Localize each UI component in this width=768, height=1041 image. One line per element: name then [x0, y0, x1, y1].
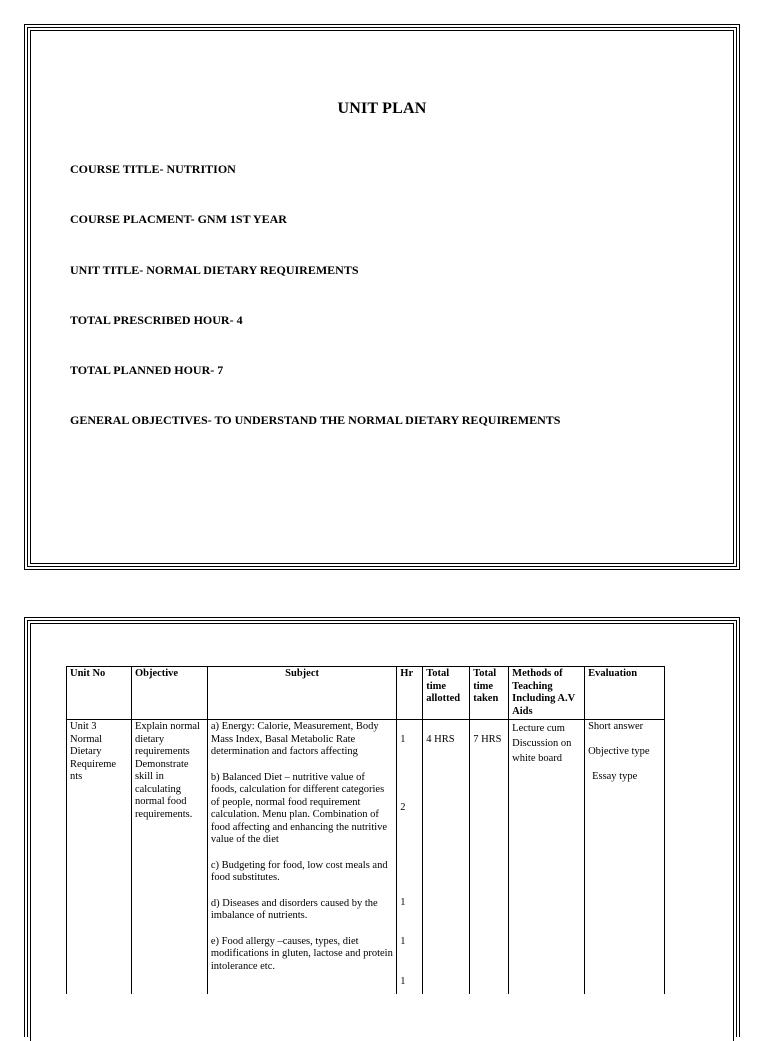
- table-row: [67, 720, 665, 995]
- subject-item: b) Balanced Diet – nutritive value of foods, calculation for different categories of people, normal food requirement calculation. Menu plan. Combination of food affecting and enhancing the nutritive value of the diet: [210, 771, 388, 845]
- header-evaluation: Evaluation: [585, 667, 665, 720]
- course-title: COURSE TITLE- NUTRITION: [70, 162, 236, 176]
- subject-item: e) Food allergy –causes, types, diet modifications in gluten, lactose and protein intolerance etc.: [210, 935, 393, 972]
- prescribed-hour: TOTAL PRESCRIBED HOUR- 4: [70, 313, 243, 327]
- table-frame: [24, 617, 740, 1037]
- methods-cell: Lecture cum Discussion on white board: [509, 720, 585, 995]
- unit-title: UNIT TITLE- NORMAL DIETARY REQUIREMENTS: [70, 263, 359, 277]
- evaluation-cell: [585, 720, 665, 995]
- cover-frame: [24, 24, 740, 570]
- general-objectives: GENERAL OBJECTIVES- TO UNDERSTAND THE NORMAL DIETARY REQUIREMENTS: [70, 413, 561, 427]
- objective-cell: Explain normal dietary requirements Demonstrate skill in calculating normal food requirements.: [131, 720, 207, 995]
- subject-item: c) Budgeting for food, low cost meals and food substitutes.: [210, 859, 388, 883]
- evaluation-item: Objective type: [588, 745, 650, 757]
- total-allotted-value: 4 HRS: [426, 734, 455, 745]
- subject-item: d) Diseases and disorders caused by the imbalance of nutrients.: [210, 897, 378, 921]
- header-total-taken: Total time taken: [470, 667, 509, 720]
- total-taken-cell: [470, 720, 509, 995]
- header-methods: Methods of Teaching Including A.V Aids: [509, 667, 585, 720]
- header-subject: Subject: [207, 667, 396, 720]
- unit-plan-table: [66, 666, 665, 994]
- header-unit-no: Unit No: [67, 667, 132, 720]
- hr-value: 1: [400, 897, 406, 908]
- unit-no-cell: Unit 3 Normal Dietary Requireme nts: [67, 720, 132, 995]
- header-hr: Hr: [397, 667, 423, 720]
- page-title: UNIT PLAN: [337, 100, 427, 117]
- planned-hour: TOTAL PLANNED HOUR- 7: [70, 363, 224, 377]
- hr-value: 2: [400, 802, 406, 813]
- total-taken-value: 7 HRS: [473, 734, 502, 745]
- header-objective: Objective: [131, 667, 207, 720]
- hr-value: 1: [400, 936, 406, 947]
- hr-value: 1: [400, 976, 406, 987]
- evaluation-item: Essay type: [592, 770, 638, 782]
- hr-cell: [397, 720, 423, 995]
- header-total-allotted: Total time allotted: [423, 667, 470, 720]
- evaluation-item: Short answer: [588, 721, 644, 732]
- hr-value: 1: [400, 734, 406, 745]
- course-placement: COURSE PLACMENT- GNM 1ST YEAR: [70, 212, 287, 226]
- subject-cell: [207, 720, 396, 995]
- total-allotted-cell: [423, 720, 470, 995]
- subject-item: a) Energy: Calorie, Measurement, Body Mass Index, Basal Metabolic Rate determination and factors affecting: [210, 721, 379, 757]
